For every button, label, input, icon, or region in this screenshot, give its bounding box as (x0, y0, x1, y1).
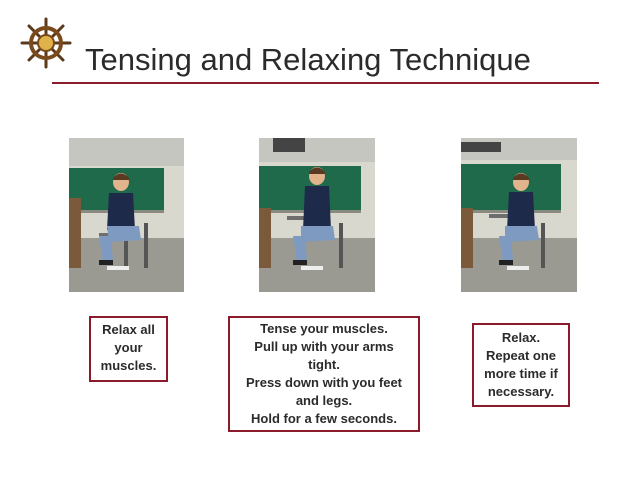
ship-wheel-icon (20, 17, 72, 69)
page-title: Tensing and Relaxing Technique (85, 42, 531, 77)
step-2-caption: Tense your muscles. Pull up with your arms tight. Press down with you feet and legs. Hold for a few seconds. (228, 316, 420, 432)
step-3-caption: Relax. Repeat one more time if necessary. (472, 323, 570, 407)
photo-relax-again-pose (461, 138, 577, 292)
photo-relaxed-pose (69, 138, 184, 292)
step-1-caption: Relax all your muscles. (89, 316, 168, 382)
photo-tense-pose (259, 138, 375, 292)
title-divider (52, 82, 599, 84)
